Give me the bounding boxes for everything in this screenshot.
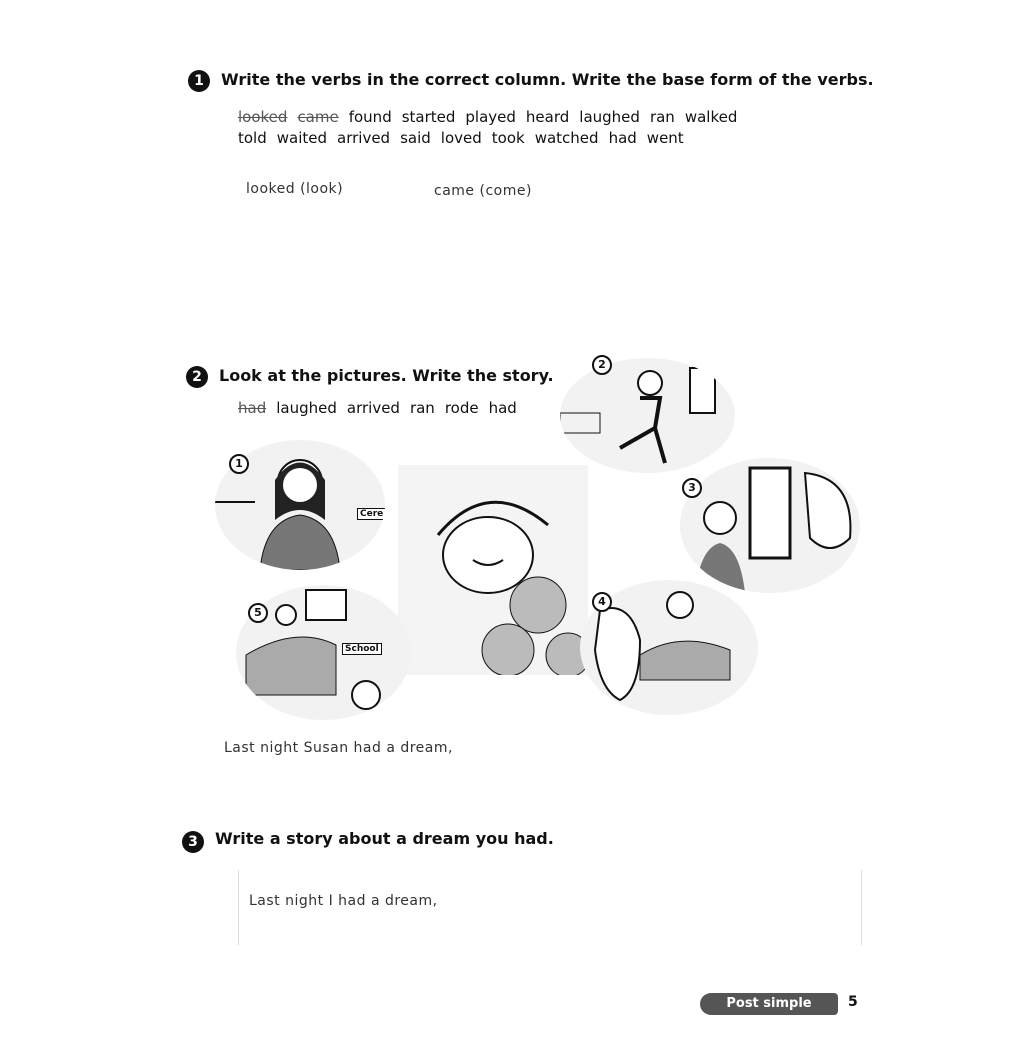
word: rode xyxy=(444,399,479,417)
word: laughed xyxy=(276,399,337,417)
picture-number: 1 xyxy=(229,454,249,474)
girl-sleeping-illustration xyxy=(398,465,588,675)
word: arrived xyxy=(337,129,391,147)
exercise-number-1: 1 xyxy=(188,70,210,92)
word: arrived xyxy=(346,399,400,417)
column-1-example: looked (look) xyxy=(246,181,344,197)
word: said xyxy=(400,129,431,147)
word: waited xyxy=(276,129,328,147)
word: ran xyxy=(409,399,435,417)
word-bank-line-2 xyxy=(238,128,747,149)
picture-sleeping xyxy=(398,465,588,675)
word: came xyxy=(297,108,339,126)
word: heard xyxy=(525,108,570,126)
word: had xyxy=(488,399,517,417)
word: ran xyxy=(649,108,675,126)
word: laughed xyxy=(579,108,640,126)
picture-number: 5 xyxy=(248,603,268,623)
section-label: Post simple revision xyxy=(700,993,838,1015)
picture-3-horse xyxy=(680,458,860,593)
column-2-example: came (come) xyxy=(434,183,532,199)
word: looked xyxy=(238,108,288,126)
picture-number: 4 xyxy=(592,592,612,612)
word: had xyxy=(238,399,267,417)
school-sign: School xyxy=(342,643,382,655)
cereal-box-label: Cere xyxy=(357,508,385,520)
girl-running-illustration xyxy=(560,358,735,473)
exercise-3-instruction: Write a story about a dream you had. xyxy=(215,829,554,848)
word-bank-2 xyxy=(238,398,527,419)
word: walked xyxy=(684,108,738,126)
word: told xyxy=(238,129,267,147)
word: watched xyxy=(534,129,599,147)
exercise-number-2: 2 xyxy=(186,366,208,388)
word: found xyxy=(348,108,392,126)
picture-number: 2 xyxy=(592,355,612,375)
picture-number: 3 xyxy=(682,478,702,498)
page-number: 5 xyxy=(848,994,858,1010)
exercise-1-instruction: Write the verbs in the correct column. Write the base form of the verbs. xyxy=(221,70,874,89)
girl-with-horse-illustration xyxy=(680,458,860,593)
story-start-3: Last night I had a dream, xyxy=(249,893,438,909)
word: took xyxy=(491,129,525,147)
word: started xyxy=(401,108,456,126)
word: had xyxy=(608,129,637,147)
word: played xyxy=(465,108,516,126)
exercise-number-3: 3 xyxy=(182,831,204,853)
word: went xyxy=(646,129,684,147)
picture-2-running xyxy=(560,358,735,473)
story-start-2: Last night Susan had a dream, xyxy=(224,740,453,756)
word-bank-line-1 xyxy=(238,107,747,128)
word: loved xyxy=(440,129,482,147)
word-bank-1 xyxy=(238,107,747,149)
exercise-2-instruction: Look at the pictures. Write the story. xyxy=(219,366,554,385)
